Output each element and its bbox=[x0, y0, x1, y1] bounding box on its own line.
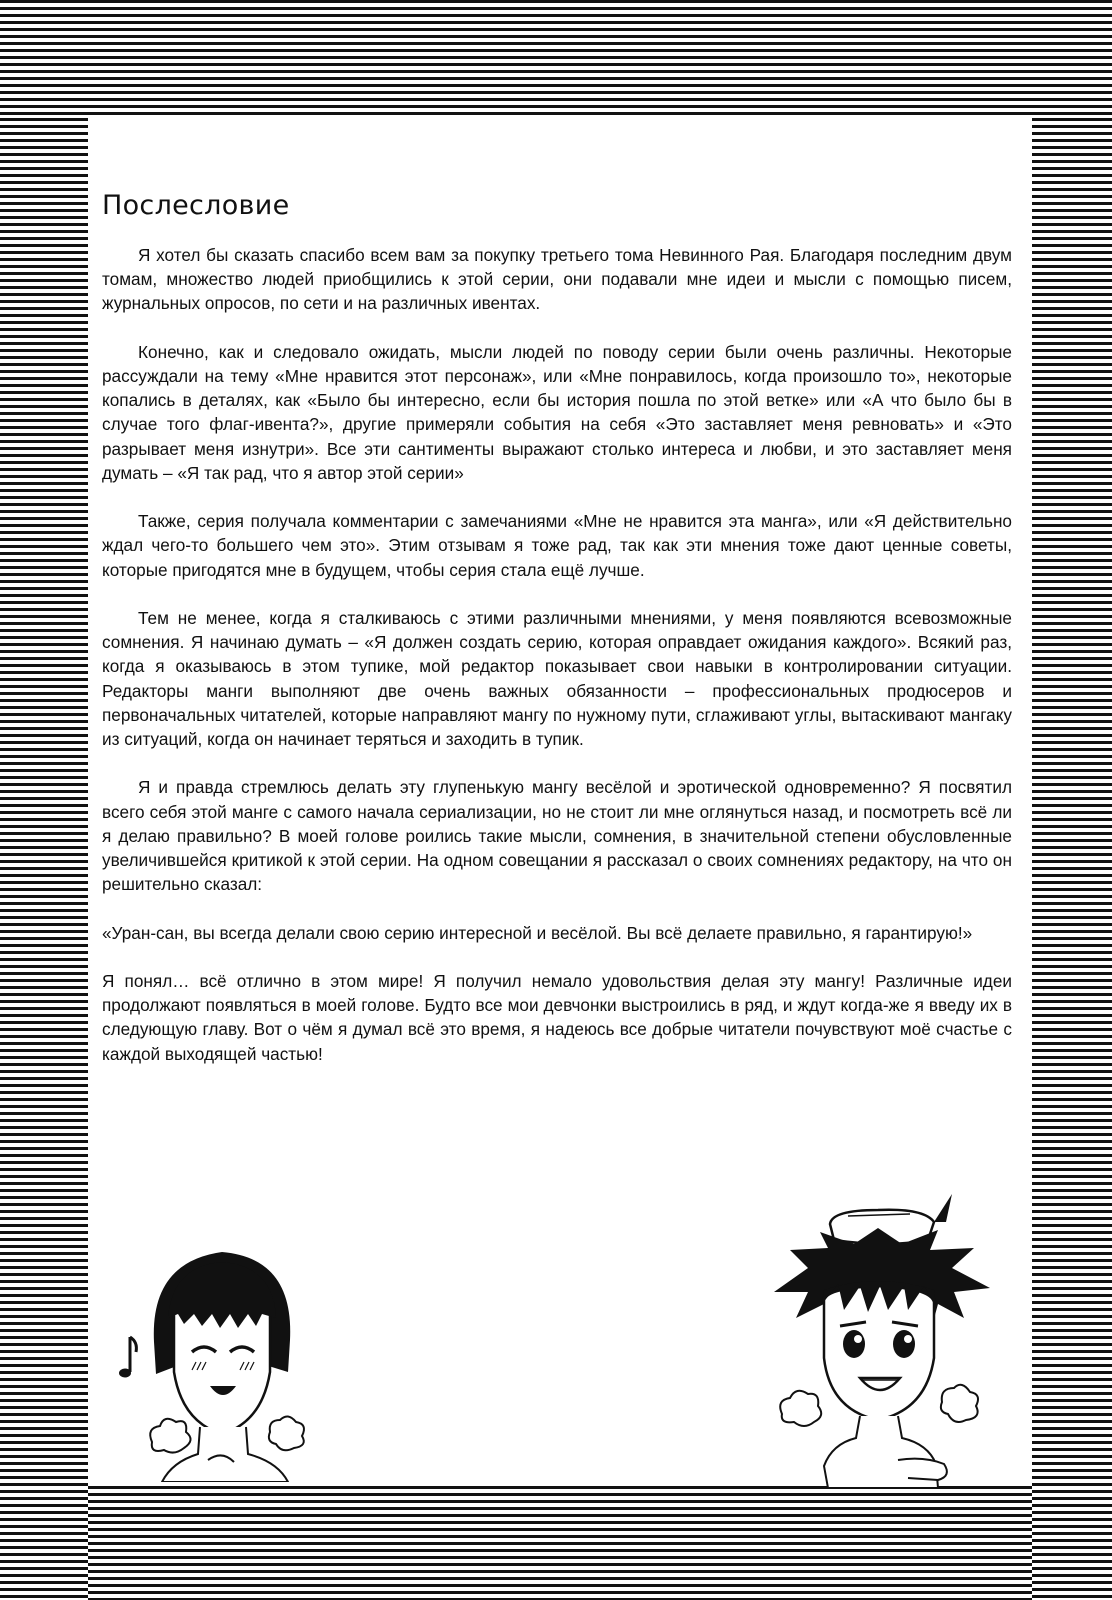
paragraph: Конечно, как и следовало ожидать, мысли людей по поводу серии были очень различны. Некоторые рассуждали на тему «Мне нравится этот персонаж», или «Мне понравилось, когда произошло то», некоторые копались в деталях, как «Было бы интересно, если бы история пошла по этой ветке» или «А что было бы в случае того флаг-ивента?», другие примеряли события на себя «Это заставляет меня ревновать» и «Это разрывает меня изнутри». Все эти сантименты выражают столько интереса и любви, и это заставляет меня думать – «Я так рад, что я автор этой серии» bbox=[102, 341, 1012, 483]
stripe-border-bottom bbox=[88, 1486, 1032, 1600]
paragraph: Тем не менее, когда я сталкиваюсь с этими различными мнениями, у меня появляются всевозможные сомнения. Я начинаю думать – «Я должен создать серию, которая оправдает ожидания каждого». Всякий раз, когда я оказываюсь в этом тупике, мой редактор показывает свои навыки в контролировании ситуации. Редакторы манги выполняют две очень важных обязанности – профессиональных продюсеров и первоначальных читателей, которые направляют мангу по нужному пути, сглаживают углы, вытаскивают мангаку из ситуаций, когда он начинает теряться и заходить в тупик. bbox=[102, 608, 1012, 750]
paragraph: Я хотел бы сказать спасибо всем вам за покупку третьего тома Невинного Рая. Благодаря последним двум томам, множество людей приобщились к этой серии, они подавали мне идеи и мысли с помощью писем, журнальных опросов, по сети и на различных ивентах. bbox=[102, 245, 1012, 314]
stripe-border-right bbox=[1032, 118, 1112, 1600]
stripe-border-left bbox=[0, 118, 88, 1600]
music-note-icon bbox=[119, 1337, 136, 1378]
paragraph: Я и правда стремлюсь делать эту глупенькую мангу весёлой и эротической одновременно? Я посвятил всего себя этой манге с самого начала сериализации, но не стоит ли мне оглянуться назад, и посмотреть всё ли я делаю правильно? В моей голове роились такие мысли, сомнения, в значительной степени обусловленные увеличившейся критикой к этой серии. На одном совещании я рассказал о своих сомнениях редактору, на что он решительно сказал: bbox=[102, 777, 1012, 895]
paragraph: Также, серия получала комментарии с замечаниями «Мне не нравится эта манга», или «Я действительно ждал чего-то большего чем это». Этим отзывам я тоже рад, так как эти мнения тоже дают ценные советы, которые пригодятся мне в будущем, чтобы серия стала ещё лучше. bbox=[102, 511, 1012, 580]
article-body bbox=[102, 243, 1012, 1090]
editor-quote: «Уран-сан, вы всегда делали свою серию интересной и весёлой. Вы всё делаете правильно, я гарантирую!» bbox=[102, 922, 973, 943]
page-title: Послесловие bbox=[102, 190, 290, 221]
chibi-girl-illustration bbox=[112, 1222, 322, 1482]
stripe-border-top bbox=[0, 0, 1112, 118]
paragraph: Я понял… всё отлично в этом мире! Я получил немало удовольствия делая эту мангу! Различные идеи продолжают появляться в моей голове. Будто все мои девчонки выстроились в ряд, и ждут когда-же я введу их в следующую главу. Вот о чём я думал всё это время, я надеюсь все добрые читатели почувствуют моё счастье с каждой выходящей частью! bbox=[102, 971, 1012, 1064]
chibi-boy-illustration bbox=[768, 1188, 998, 1488]
